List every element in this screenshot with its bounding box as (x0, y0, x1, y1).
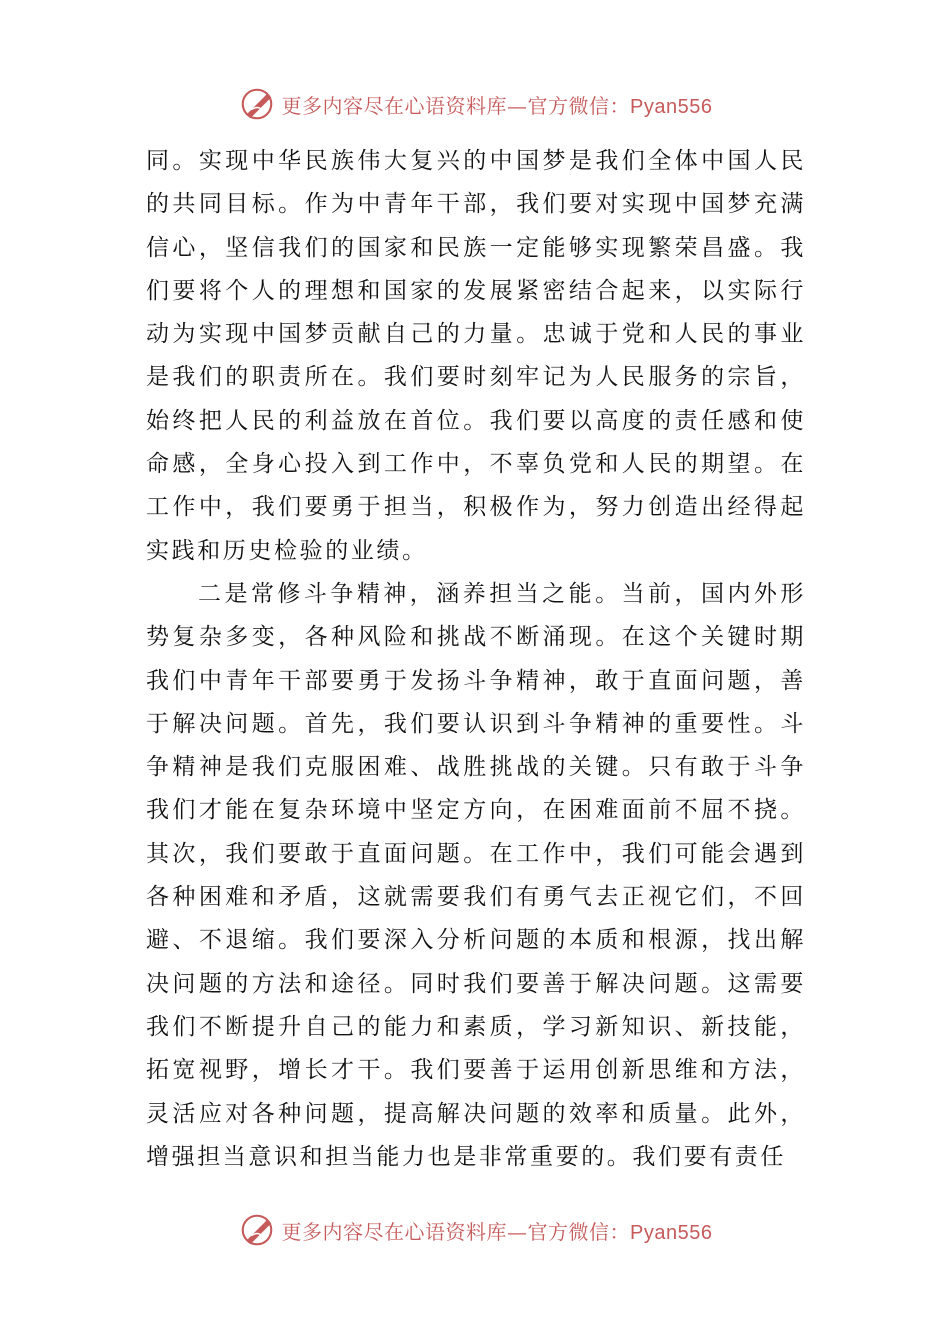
header-wechat-id: Pyan556 (630, 95, 713, 118)
footer-banner (0, 1208, 950, 1252)
pen-logo-icon (238, 1211, 276, 1249)
header-banner-text: 更多内容尽在心语资料库—官方微信：Pyan556 (281, 93, 713, 118)
footer-wechat-id: Pyan556 (630, 1221, 713, 1244)
paragraph-1: 同。实现中华民族伟大复兴的中国梦是我们全体中国人民的共同目标。作为中青年干部，我们要对实现中国梦充满信心，坚信我们的国家和民族一定能够实现繁荣昌盛。我们要将个人的理想和国家的发展紧密结合起来，以实际行动为实现中国梦贡献自己的力量。忠诚于党和人民的事业是我们的职责所在。我们要时刻牢记为人民服务的宗旨，始终把人民的利益放在首位。我们要以高度的责任感和使命感，全身心投入到工作中，不辜负党和人民的期望。在工作中，我们要勇于担当，积极作为，努力创造出经得起实践和历史检验的业绩。 (146, 148, 806, 564)
header-banner (0, 82, 950, 126)
paragraph-2: 二是常修斗争精神，涵养担当之能。当前，国内外形势复杂多变，各种风险和挑战不断涌现。在这个关键时期我们中青年干部要勇于发扬斗争精神，敢于直面问题，善于解决问题。首先，我们要认识到斗争精神的重要性。斗争精神是我们克服困难、战胜挑战的关键。只有敢于斗争我们才能在复杂环境中坚定方向，在困难面前不屈不挠。其次，我们要敢于直面问题。在工作中，我们可能会遇到各种困难和矛盾，这就需要我们有勇气去正视它们，不回避、不退缩。我们要深入分析问题的本质和根源，找出解决问题的方法和途径。同时我们要善于解决问题。这需要我们不断提升自己的能力和素质，学习新知识、新技能，拓宽视野，增长才干。我们要善于运用创新思维和方法，灵活应对各种问题，提高解决问题的效率和质量。此外，增强担当意识和担当能力也是非常重要的。我们要有责任 (146, 580, 806, 1170)
document-body (146, 140, 806, 1179)
pen-logo-icon (238, 85, 276, 123)
footer-banner-text: 更多内容尽在心语资料库—官方微信：Pyan556 (281, 1219, 713, 1244)
